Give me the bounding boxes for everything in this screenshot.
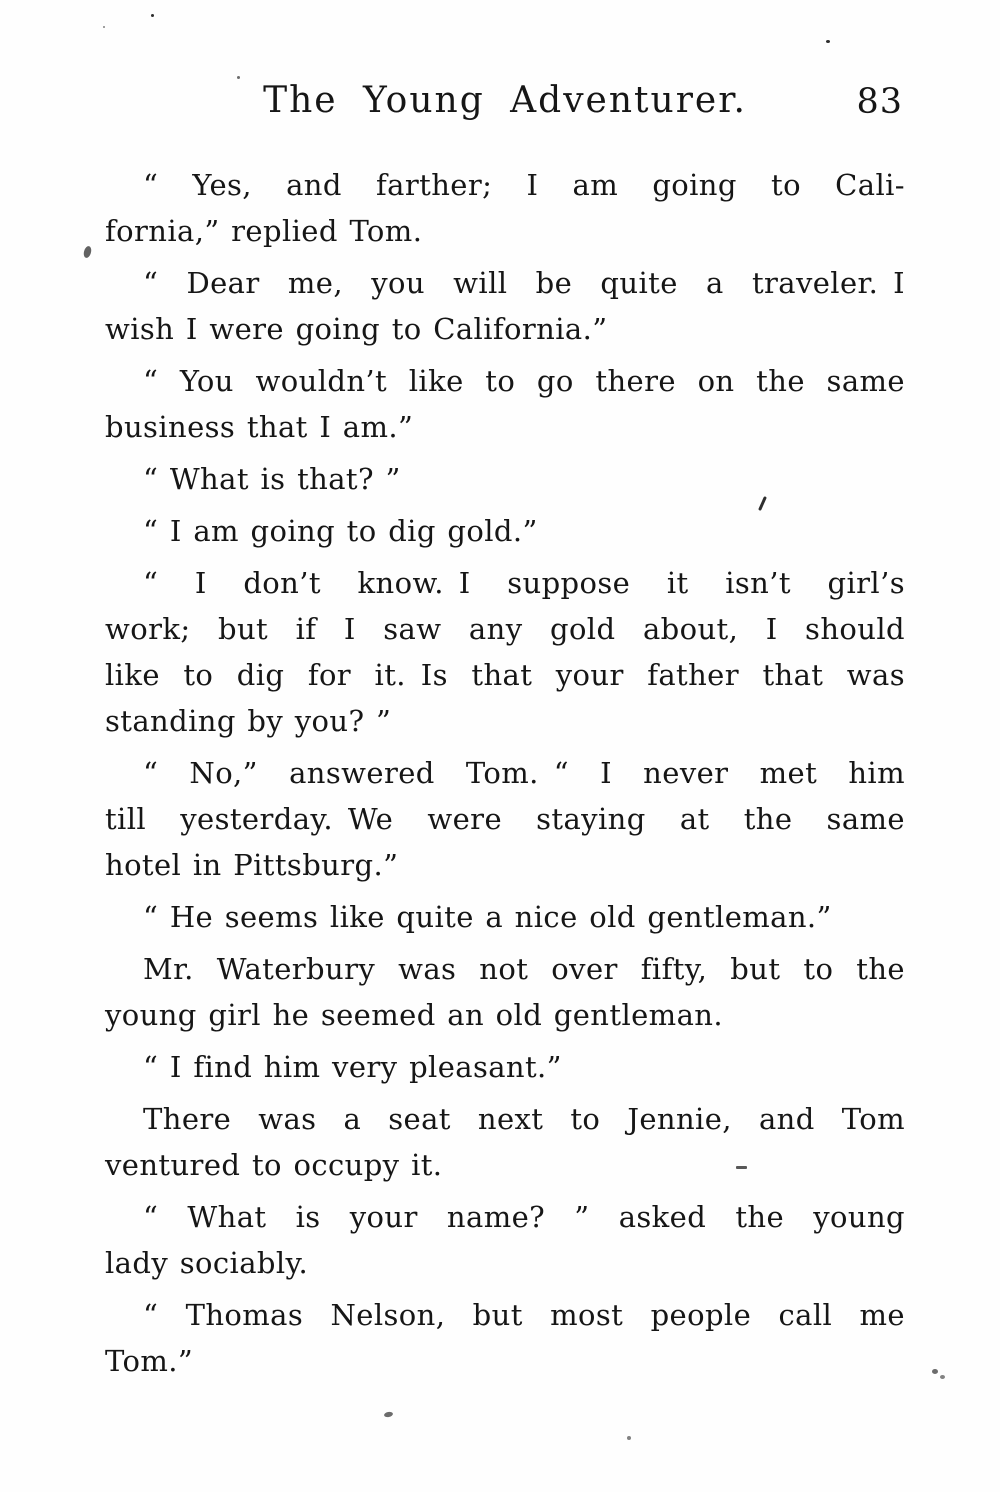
text-line: Tom.”	[105, 1344, 194, 1378]
text-line: till yesterday. We were staying at the same	[105, 802, 905, 836]
paragraph	[105, 358, 905, 450]
text-line: standing by you? ”	[105, 704, 392, 738]
paragraph	[105, 1194, 905, 1286]
text-line: “ Yes, and farther; I am going to Cali-	[143, 168, 905, 202]
paragraph	[105, 508, 905, 554]
paragraph	[105, 1096, 905, 1188]
scan-speck	[384, 1411, 394, 1418]
text-line: young girl he seemed an old gentleman.	[105, 998, 723, 1032]
scan-speck	[83, 245, 93, 258]
paragraph	[105, 1044, 905, 1090]
paragraph	[105, 456, 905, 502]
text-line: “ No,” answered Tom. “ I never met him	[143, 756, 905, 790]
scan-speck	[940, 1375, 945, 1379]
page-number: 83	[856, 82, 903, 122]
text-line: work; but if I saw any gold about, I should	[105, 612, 905, 646]
paragraph	[105, 894, 905, 940]
text-line: hotel in Pittsburg.”	[105, 848, 399, 882]
scan-speck	[627, 1436, 631, 1440]
paragraph	[105, 162, 905, 254]
text-line: “ He seems like quite a nice old gentleman.”	[143, 900, 832, 934]
text-line: wish I were going to California.”	[105, 312, 608, 346]
text-line: Mr. Waterbury was not over fifty, but to the	[143, 952, 905, 986]
text-line: “ Thomas Nelson, but most people call me	[143, 1298, 905, 1332]
page-body	[105, 162, 905, 1384]
text-column	[105, 78, 905, 1384]
text-line: “ I am going to dig gold.”	[143, 514, 538, 548]
text-line: “ What is your name? ” asked the young	[143, 1200, 905, 1234]
scan-speck	[151, 14, 154, 17]
text-line: ventured to occupy it.	[105, 1148, 443, 1182]
scan-speck	[826, 40, 830, 43]
text-line: “ What is that? ”	[143, 462, 401, 496]
text-line: lady sociably.	[105, 1246, 309, 1280]
scan-speck	[103, 26, 105, 28]
text-line: business that I am.”	[105, 410, 414, 444]
text-line: “ Dear me, you will be quite a traveler. I	[143, 266, 905, 300]
text-line: There was a seat next to Jennie, and Tom	[143, 1102, 905, 1136]
scan-speck	[237, 76, 240, 79]
paragraph	[105, 1292, 905, 1384]
page-header	[105, 78, 905, 124]
paragraph	[105, 260, 905, 352]
paragraph	[105, 560, 905, 744]
text-line: “ You wouldn’t like to go there on the same	[143, 364, 905, 398]
text-line: like to dig for it. Is that your father that was	[105, 658, 905, 692]
text-line: fornia,” replied Tom.	[105, 214, 423, 248]
paragraph	[105, 750, 905, 888]
text-line: “ I find him very pleasant.”	[143, 1050, 562, 1084]
scan-speck	[736, 1166, 747, 1169]
paragraph	[105, 946, 905, 1038]
text-line: “ I don’t know. I suppose it isn’t girl’s	[143, 566, 905, 600]
scan-speck	[932, 1369, 938, 1374]
running-title: The Young Adventurer.	[263, 80, 747, 121]
